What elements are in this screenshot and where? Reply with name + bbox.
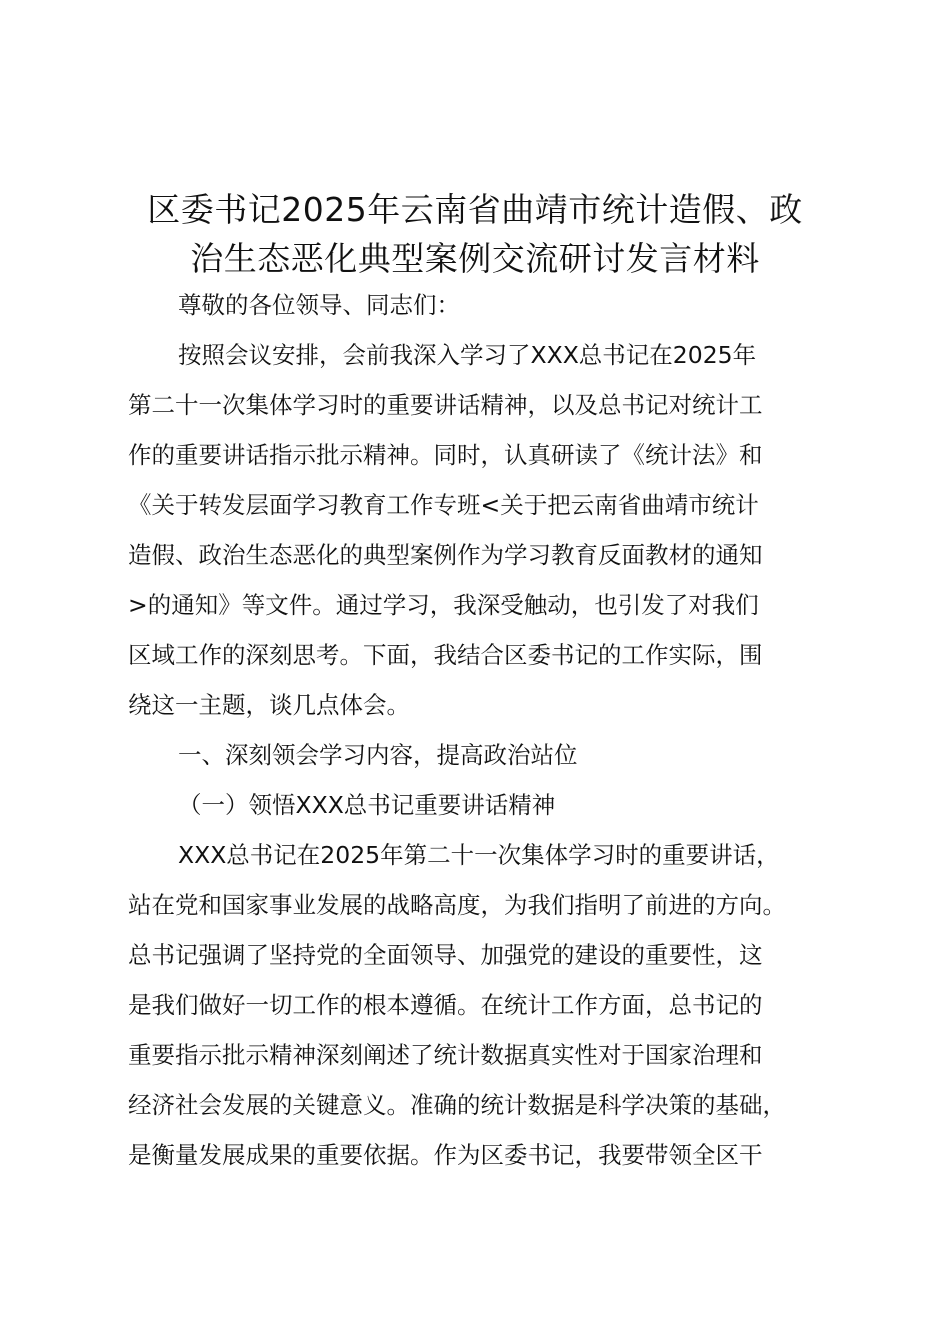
- paragraph-line: 造假、政治生态恶化的典型案例作为学习教育反面教材的通知: [128, 541, 763, 569]
- paragraph-line: 总书记强调了坚持党的全面领导、加强党的建设的重要性，这: [128, 941, 763, 969]
- paragraph-line: 第二十一次集体学习时的重要讲话精神，以及总书记对统计工: [128, 391, 763, 419]
- title-line-1: 区委书记2025年云南省曲靖市统计造假、政: [147, 190, 803, 229]
- paragraph-line: 站在党和国家事业发展的战略高度，为我们指明了前进的方向。: [128, 891, 786, 919]
- document-body: [128, 280, 828, 1180]
- title-line-2: 治生态恶化典型案例交流研讨发言材料: [190, 239, 760, 278]
- paragraph-line: XXX总书记在2025年第二十一次集体学习时的重要讲话，: [178, 841, 780, 869]
- paragraph-line: 重要指示批示精神深刻阐述了统计数据真实性对于国家治理和: [128, 1041, 763, 1069]
- paragraph-line: 经济社会发展的关键意义。准确的统计数据是科学决策的基础，: [128, 1091, 786, 1119]
- paragraph-speech: [128, 830, 828, 1180]
- paragraph-line: 区域工作的深刻思考。下面，我结合区委书记的工作实际，围: [128, 641, 763, 669]
- paragraph-intro: [128, 330, 828, 730]
- salutation: 尊敬的各位领导、同志们：: [178, 291, 460, 319]
- paragraph-line: 是我们做好一切工作的根本遵循。在统计工作方面，总书记的: [128, 991, 763, 1019]
- document-title: [80, 185, 870, 283]
- section-heading: 一、深刻领会学习内容，提高政治站位: [178, 741, 578, 769]
- paragraph-line: 是衡量发展成果的重要依据。作为区委书记，我要带领全区干: [128, 1141, 763, 1169]
- paragraph-line: >的通知》等文件。通过学习，我深受触动，也引发了对我们: [128, 591, 759, 619]
- paragraph-line: 作的重要讲话指示批示精神。同时，认真研读了《统计法》和: [128, 441, 763, 469]
- subsection-heading: （一）领悟XXX总书记重要讲话精神: [178, 791, 556, 819]
- paragraph-line: 按照会议安排，会前我深入学习了XXX总书记在2025年: [178, 341, 757, 369]
- paragraph-line: 《关于转发层面学习教育工作专班<关于把云南省曲靖市统计: [128, 491, 759, 519]
- paragraph-line: 绕这一主题，谈几点体会。: [128, 691, 410, 719]
